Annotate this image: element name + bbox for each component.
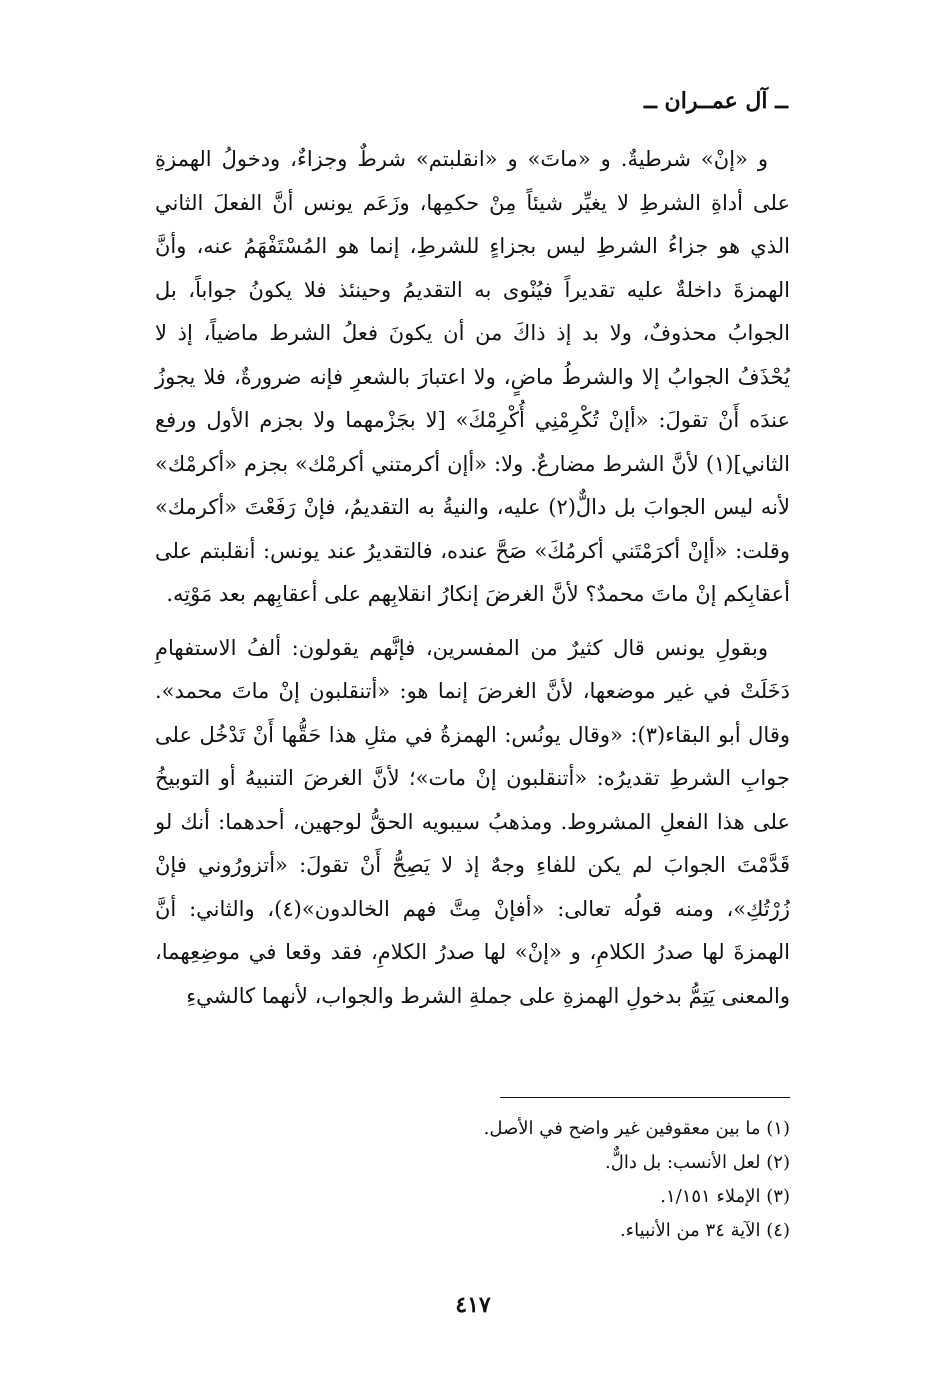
footnote-2: (٢) لعل الأنسب: بل دالٌّ. bbox=[605, 1152, 790, 1173]
paragraph-2: وبقولِ يونس قال كثيرٌ من المفسرين، فإنَّهم يقولون: ألفُ الاستفهامِ دَخَلَتْ في غير موضعها، لأنَّ الغرضَ إنما هو: «أتنقلبون إنْ ماتَ محمد». وقال أبو البقاء(٣): «وقال يونُس: الهمزةُ في مثلِ هذا حَقُّها أَنْ تَدْخُل على جوابِ الشرطِ تقديرُه: «أتنقلبون إنْ مات»؛ لأنَّ الغرضَ التنبيهُ أو التوبيخُ على هذا الفعلِ المشروط. ومذهبُ سيبويه الحقُّ لوجهين، أحدهما: أنك لو قَدَّمْتَ الجوابَ لم يكن للفاءِ وجهٌ إذ لا يَصِحُّ أَنْ تقولَ: «أتزورُوني فإنْ زُرْتُكِ»، ومنه قولُه تعالى: «أفإنْ مِتَّ فهم الخالدون»(٤)، والثاني: أنَّ الهمزةَ لها صدرُ الكلامِ، و «إنْ» لها صدرُ الكلامِ، فقد وقعا في موضِعِهما، والمعنى يَتِمُّ بدخولِ الهمزةِ على جملةِ الشرط والجواب، لأنهما كالشيءِ bbox=[155, 635, 791, 1008]
running-header-title: ــ آل عمــران ــ bbox=[644, 88, 788, 114]
paragraph-1: و «إنْ» شرطيةٌ. و «ماتَ» و «انقلبتم» شرطٌ وجزاءٌ، ودخولُ الهمزةِ على أداةِ الشرطِ لا يغيِّر شيئاً مِنْ حكمِها، وزَعَم يونس أنَّ الفعلَ الثاني الذي هو جزاءُ الشرطِ ليس بجزاءٍ للشرطِ، إنما هو المُسْتَفْهَمُ عنه، وأنَّ الهمزةَ داخلةٌ عليه تقديراً فيُنْوى به التقديمُ وحينئذ فلا يكونُ جواباً، بل الجوابُ محذوفٌ، ولا بد إذ ذاكَ من أن يكونَ فعلُ الشرط ماضياً، إذ لا يُحْذَفُ الجوابُ إلا والشرطُ ماضٍ، ولا اعتبارَ بالشعرِ فإنه ضرورةٌ، فلا يجوزُ عندَه أَنْ تقولَ: «أإنْ تُكْرِمْنِي أُكْرِمْكَ» [لا بجَزْمهما ولا بجزم الأول ورفع الثاني](١) لأنَّ الشرط مضارعٌ. ولا: «أإن أكرمتني أكرمْك» بجزم «أكرمْك» لأنه ليس الجوابَ بل دالٌّ(٢) عليه، والنيةُ به التقديمُ، فإنْ رَفَعْتَ «أكرمك» وقلت: «أإنْ أكرَمْتَني أكرمُكَ» صَحَّ عنده، فالتقديرُ عند يونس: أنقلبتم على أعقابِكم إنْ ماتَ محمدٌ؟ لأنَّ الغرضَ إنكارُ انقلابِهم على أعقابِهم بعد مَوْتِه. bbox=[155, 147, 790, 606]
footnote-divider bbox=[500, 1097, 790, 1098]
footnotes bbox=[155, 1112, 790, 1248]
page-number: ٤١٧ bbox=[455, 1292, 491, 1318]
main-text bbox=[155, 138, 790, 1018]
footnote-1: (١) ما بين معقوفين غير واضح في الأصل. bbox=[483, 1118, 790, 1139]
footnote-3: (٣) الإملاء ١/١٥١. bbox=[660, 1186, 790, 1207]
footnote-4: (٤) الآية ٣٤ من الأنبياء. bbox=[619, 1220, 790, 1241]
